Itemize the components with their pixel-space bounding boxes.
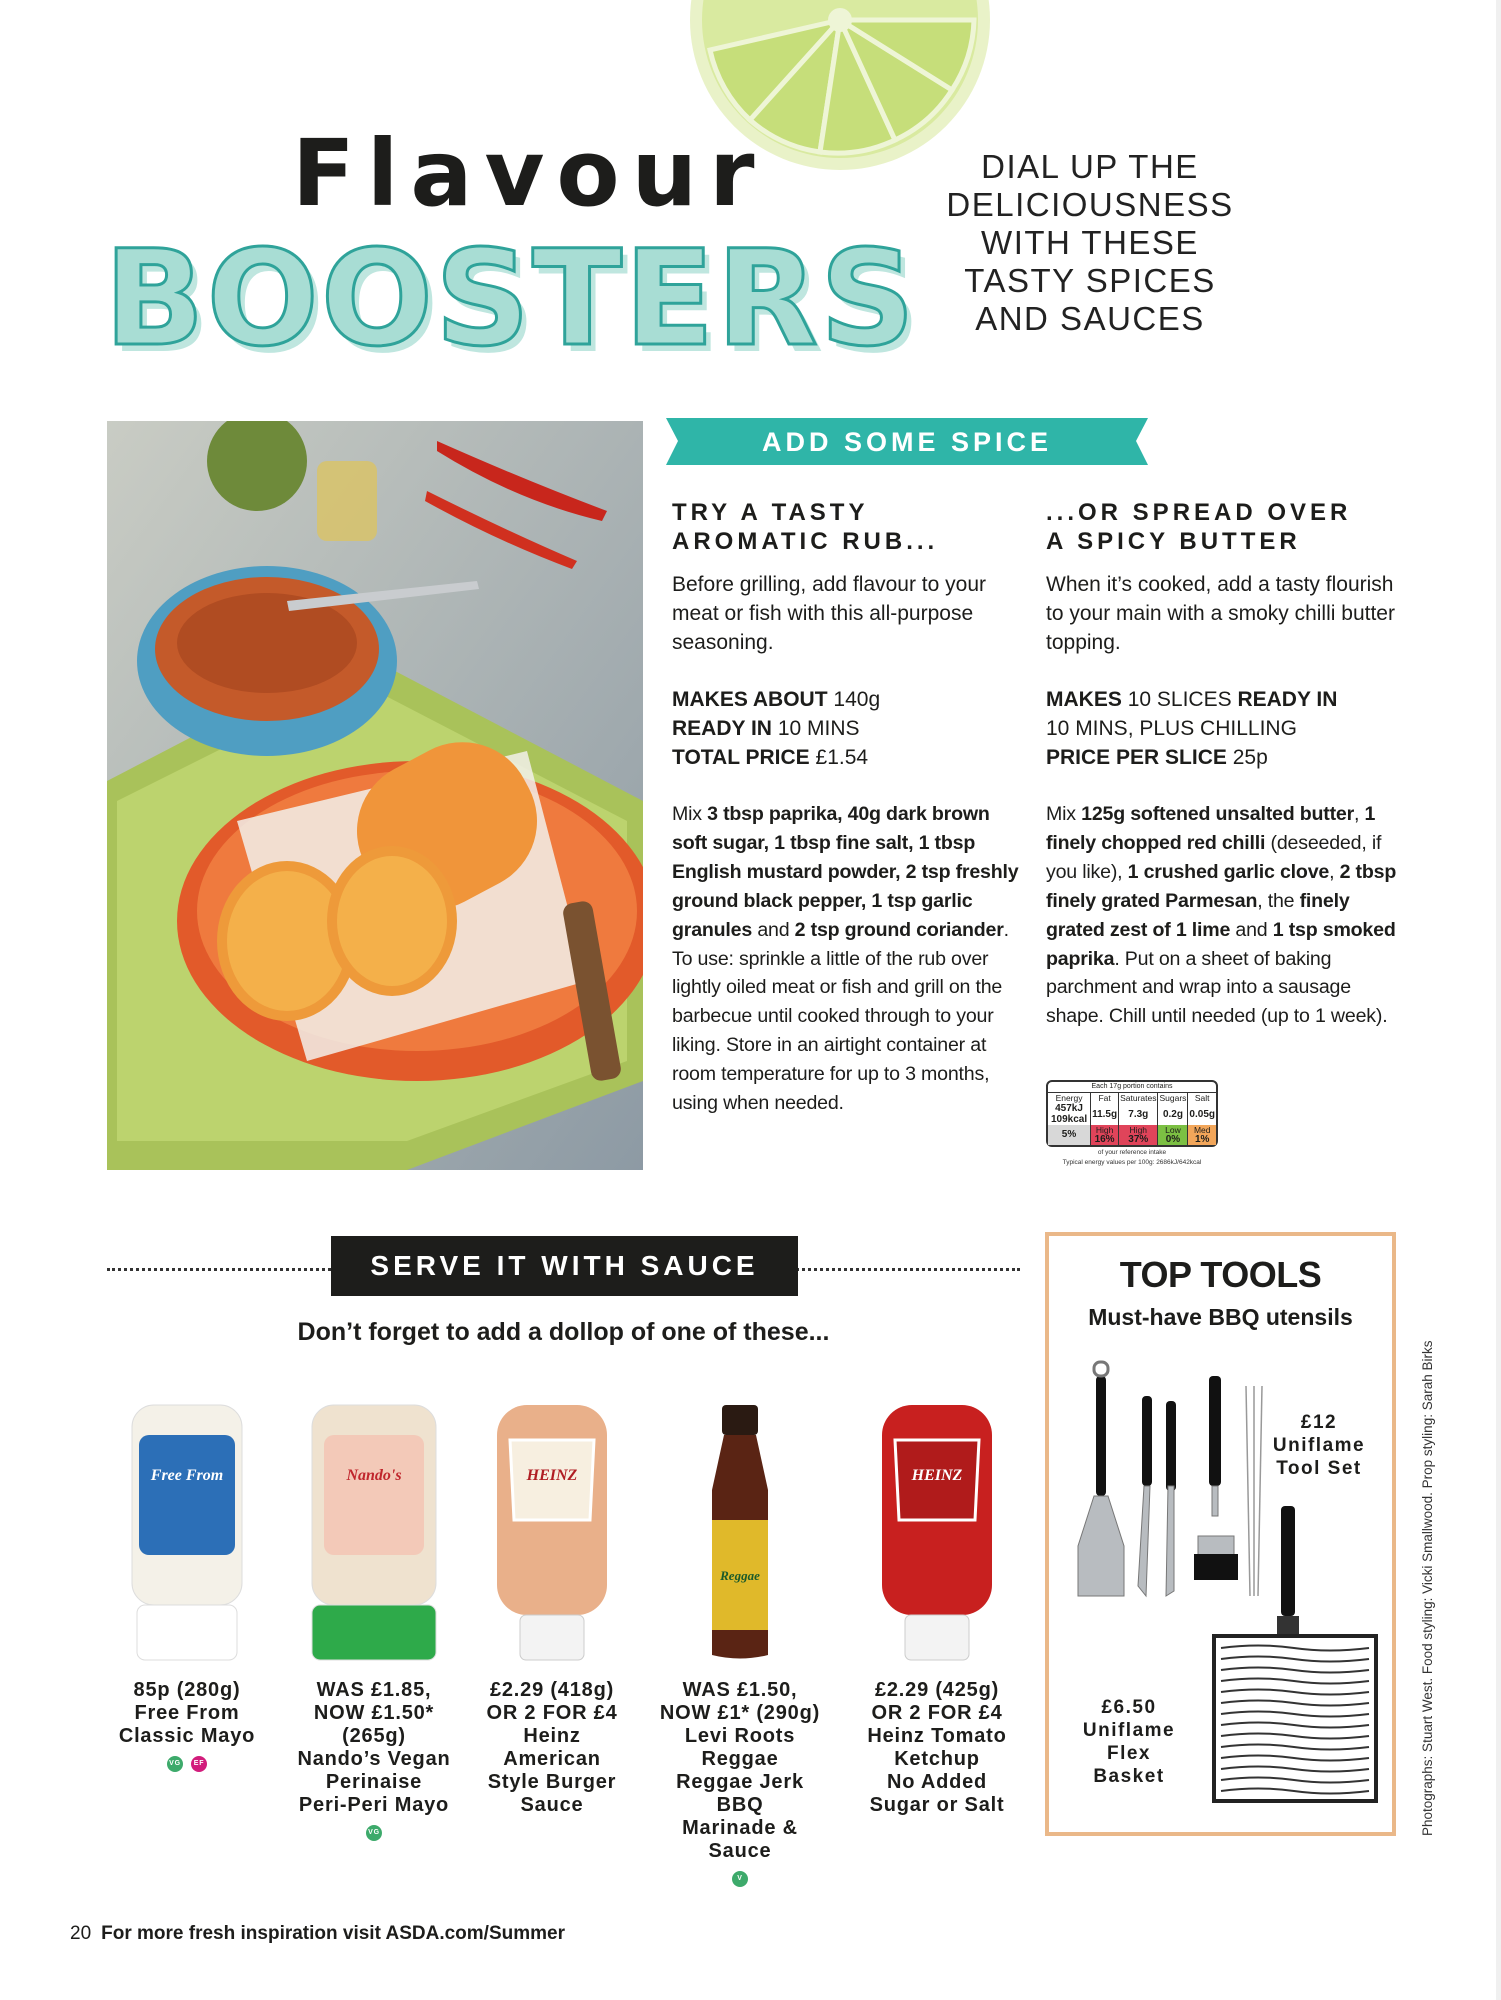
fact-value: 10 MINS, PLUS CHILLING [1046,717,1297,740]
ingredient-text: 2 tsp ground coriander [794,918,1004,941]
food-photo [107,421,643,1170]
product-card [462,1400,642,1817]
butter-heading [1046,498,1406,556]
product-text-line: Free From [134,1702,240,1724]
method-text: Mix [672,803,708,825]
nutrition-header: Each 17g portion contains [1048,1082,1216,1093]
tagline-line: TASTY SPICES [964,262,1216,299]
rub-heading-line: TRY A TASTY [672,499,869,526]
sauce-bottle-image [847,1400,1027,1665]
product-card [847,1400,1027,1817]
product-card [97,1400,277,1772]
basket-wire [1221,1767,1369,1772]
dietary-badge-icon: EF [191,1756,207,1772]
butter-facts [1046,685,1406,772]
sauce-bottle-image [650,1400,830,1665]
dietary-badge-icon: VG [366,1825,382,1841]
product-text-line: Reggae Jerk BBQ [676,1771,804,1816]
basket-wire [1221,1756,1369,1761]
page-edge [1496,0,1501,2000]
product-description [650,1679,830,1887]
product-description [462,1679,642,1817]
nutrient-name: Fat [1098,1093,1111,1103]
product-text-line: No Added [886,1771,988,1793]
nutrient-percent: 16% [1094,1134,1115,1145]
banner-label: ADD SOME SPICE [761,427,1053,457]
product-text-line: OR 2 FOR £4 [486,1702,618,1724]
title-flavour: Flavour [292,120,767,227]
nutrition-label [1046,1080,1218,1167]
method-text: Mix [1046,803,1082,825]
product-card [284,1400,464,1841]
fact-value: 25p [1232,746,1268,769]
tagline-line: AND SAUCES [975,300,1205,337]
fact-value: 10 MINS [777,717,860,740]
method-text: , the [1257,889,1300,912]
product-text-line: Heinz Tomato [867,1725,1007,1747]
sauce-bottle-image [462,1400,642,1665]
basket-wire [1221,1657,1369,1662]
product-card [650,1400,830,1887]
tool-name: Flex [1106,1743,1152,1764]
basket-wire [1221,1690,1369,1695]
tagline-line: WITH THESE [981,224,1199,261]
nutrient-name: Sugars [1159,1093,1187,1103]
nutrient-value: 7.3g [1128,1108,1149,1120]
tagline-line: DELICIOUSNESS [946,186,1234,223]
tool-set-label [1259,1411,1379,1480]
product-text-line: (265g) [342,1725,406,1747]
flex-basket-label [1064,1696,1194,1788]
nutrient-name: Salt [1194,1093,1210,1103]
basket-wire [1221,1778,1369,1783]
nutrition-footer: of your reference intake [1097,1149,1167,1156]
tool-name: Uniflame [1082,1720,1176,1741]
rub-recipe [672,498,1022,1118]
tool-name: Uniflame [1272,1435,1366,1456]
basket-wire [1221,1646,1369,1651]
nutrient-percent: 0% [1165,1134,1181,1145]
fact-value: 10 SLICES [1127,688,1232,711]
page-number: 20 [70,1923,92,1944]
nutrient-level: Med [1193,1125,1211,1135]
nutrition-footer-energy: Typical energy values per 100g: 2686kJ/642kcal [1062,1159,1202,1166]
product-text-line: Heinz [523,1725,581,1747]
dietary-badges [97,1748,277,1772]
product-text-line: Peri-Peri Mayo [298,1794,450,1816]
product-text-line: £2.29 (418g) [489,1679,615,1701]
product-text-line: Sauce [520,1794,584,1816]
basket-wire [1221,1701,1369,1706]
nutrient-percent: 5% [1061,1129,1077,1140]
title-boosters: BOOSTERS [104,222,918,376]
fact-value: £1.54 [815,746,869,769]
ingredient-text: 3 tbsp paprika, 40g dark brown soft sugar, 1 tbsp fine salt, 1 tbsp English mustard powder, 2 tsp freshly ground black pepper, 1 tsp garlic granules [672,803,1019,941]
basket-wire [1221,1723,1369,1728]
ingredient-text: 125g softened unsalted butter [1081,803,1355,825]
dietary-badge-icon: VG [167,1756,183,1772]
butter-method [1046,800,1406,1031]
product-text-line: WAS £1.85, [316,1679,432,1701]
product-text-line: OR 2 FOR £4 [871,1702,1003,1724]
butter-intro: When it’s cooked, add a tasty flourish to your main with a smoky chilli butter topping. [1046,573,1395,654]
fact-label: PRICE PER SLICE [1046,746,1227,769]
basket-wire [1221,1712,1369,1717]
nutrient-name: Energy [1055,1093,1083,1103]
bottle-label: HEINZ [911,1467,963,1484]
product-text-line: Levi Roots Reggae [684,1725,796,1770]
basket-wire [1221,1734,1369,1739]
footer-link-text: For more fresh inspiration visit ASDA.com/Summer [101,1923,565,1944]
product-text-line: NOW £1.50* [313,1702,435,1724]
basket-wire [1221,1745,1369,1750]
product-description [284,1679,464,1841]
bottle-label: Free From [150,1467,224,1484]
rub-facts [672,685,1022,772]
serve-with-sauce-heading: SERVE IT WITH SAUCE [331,1236,798,1296]
top-tools-box [1045,1232,1396,1836]
product-text-line: Sugar or Salt [869,1794,1005,1816]
tool-price: £12 [1300,1412,1338,1433]
bottle-label: Nando's [346,1467,402,1484]
top-tools-subtitle: Must-have BBQ utensils [1088,1304,1353,1330]
tool-name: Tool Set [1276,1458,1362,1479]
top-tools-title: TOP TOOLS [1119,1254,1322,1295]
tagline [940,148,1240,338]
butter-heading-line: ...OR SPREAD OVER [1046,499,1352,526]
nutrient-level: High [1095,1125,1114,1135]
rub-method [672,800,1022,1118]
dietary-badge-icon: V [732,1871,748,1887]
method-text: and [1230,918,1273,941]
add-some-spice-banner [666,418,1148,465]
rub-heading-line: AROMATIC RUB... [672,528,939,555]
tool-name: Basket [1093,1766,1165,1787]
basket-wire [1221,1789,1369,1794]
tagline-line: DIAL UP THE [981,148,1199,185]
dietary-badges [284,1817,464,1841]
flex-basket-image [1209,1506,1384,1816]
sauce-bottle-image [284,1400,464,1665]
product-text-line: Ketchup [894,1748,980,1770]
ingredient-text: 1 tsp smoked paprika [1046,918,1396,970]
nutrient-value: 11.5g [1092,1108,1118,1120]
nutrient-value: 0.05g [1189,1108,1215,1120]
product-text-line: WAS £1.50, [682,1679,798,1701]
sauce-subtitle: Don’t forget to add a dollop of one of these... [297,1318,830,1346]
product-text-line: 85p (280g) [133,1679,241,1701]
tool-price: £6.50 [1101,1697,1157,1718]
photo-credit: Photographs: Stuart West. Food styling: Vicki Smallwood. Prop styling: Sarah Birks [1420,1340,1435,1836]
method-text: and [752,918,795,941]
nutrient-percent: 1% [1194,1134,1210,1145]
nutrition-table [1046,1080,1218,1147]
product-text-line: NOW £1* (290g) [659,1702,821,1724]
basket-wire [1221,1679,1369,1684]
product-description [97,1679,277,1772]
butter-heading-line: A SPICY BUTTER [1046,528,1301,555]
method-text: . To use: sprinkle a little of the rub over lightly oiled meat or fish and grill on the barbecue until cooked through to your liking. Store in an airtight container at room temperature for up to 3 months, using when needed. [672,918,1009,1115]
product-text-line: Perinaise [325,1771,423,1793]
product-text-line: Nando’s Vegan [297,1748,451,1770]
bottle-label: HEINZ [526,1467,578,1484]
sauce-bottle-image [97,1400,277,1665]
butter-recipe [1046,498,1406,1031]
nutrient-percent: 37% [1128,1134,1149,1145]
method-text: , [1329,860,1340,883]
product-description [847,1679,1027,1817]
product-text-line: Style Burger [487,1771,617,1793]
basket-wire [1221,1668,1369,1673]
fact-label: TOTAL PRICE [672,746,810,769]
ingredient-text: finely grated zest of 1 lime [1046,889,1350,941]
method-text: (deseeded, if you like), [1046,831,1382,883]
fact-label: READY IN [1237,688,1338,711]
fact-label: MAKES [1046,688,1122,711]
fact-label: READY IN [672,717,772,740]
ingredient-text: 1 crushed garlic clove [1127,860,1330,883]
nutrient-level: Low [1165,1125,1181,1135]
rub-intro: Before grilling, add flavour to your meat or fish with this all-purpose seasoning. [672,573,987,654]
ingredient-text: 1 finely chopped red chilli [1046,803,1376,854]
nutrient-level: High [1129,1125,1148,1135]
fact-label: MAKES ABOUT [672,688,828,711]
product-text-line: Marinade & Sauce [682,1817,798,1862]
nutrient-value: 457kJ 109kcal [1050,1103,1088,1125]
dietary-badges [650,1863,830,1887]
nutrient-name: Saturates [1120,1093,1157,1103]
method-text: , [1354,803,1365,825]
ingredient-text: 2 tbsp finely grated Parmesan [1046,860,1397,912]
product-text-line: £2.29 (425g) [874,1679,1000,1701]
nutrient-value: 0.2g [1162,1108,1183,1120]
product-text-line: Classic Mayo [118,1725,256,1747]
bottle-label: Reggae [720,1568,760,1583]
fact-value: 140g [833,688,881,711]
product-text-line: American [503,1748,601,1770]
page-footer [70,1923,565,1945]
rub-heading [672,498,1022,556]
method-text: . Put on a sheet of baking parchment and wrap into a sausage shape. Chill until needed (up to 1 week). [1046,947,1388,1028]
